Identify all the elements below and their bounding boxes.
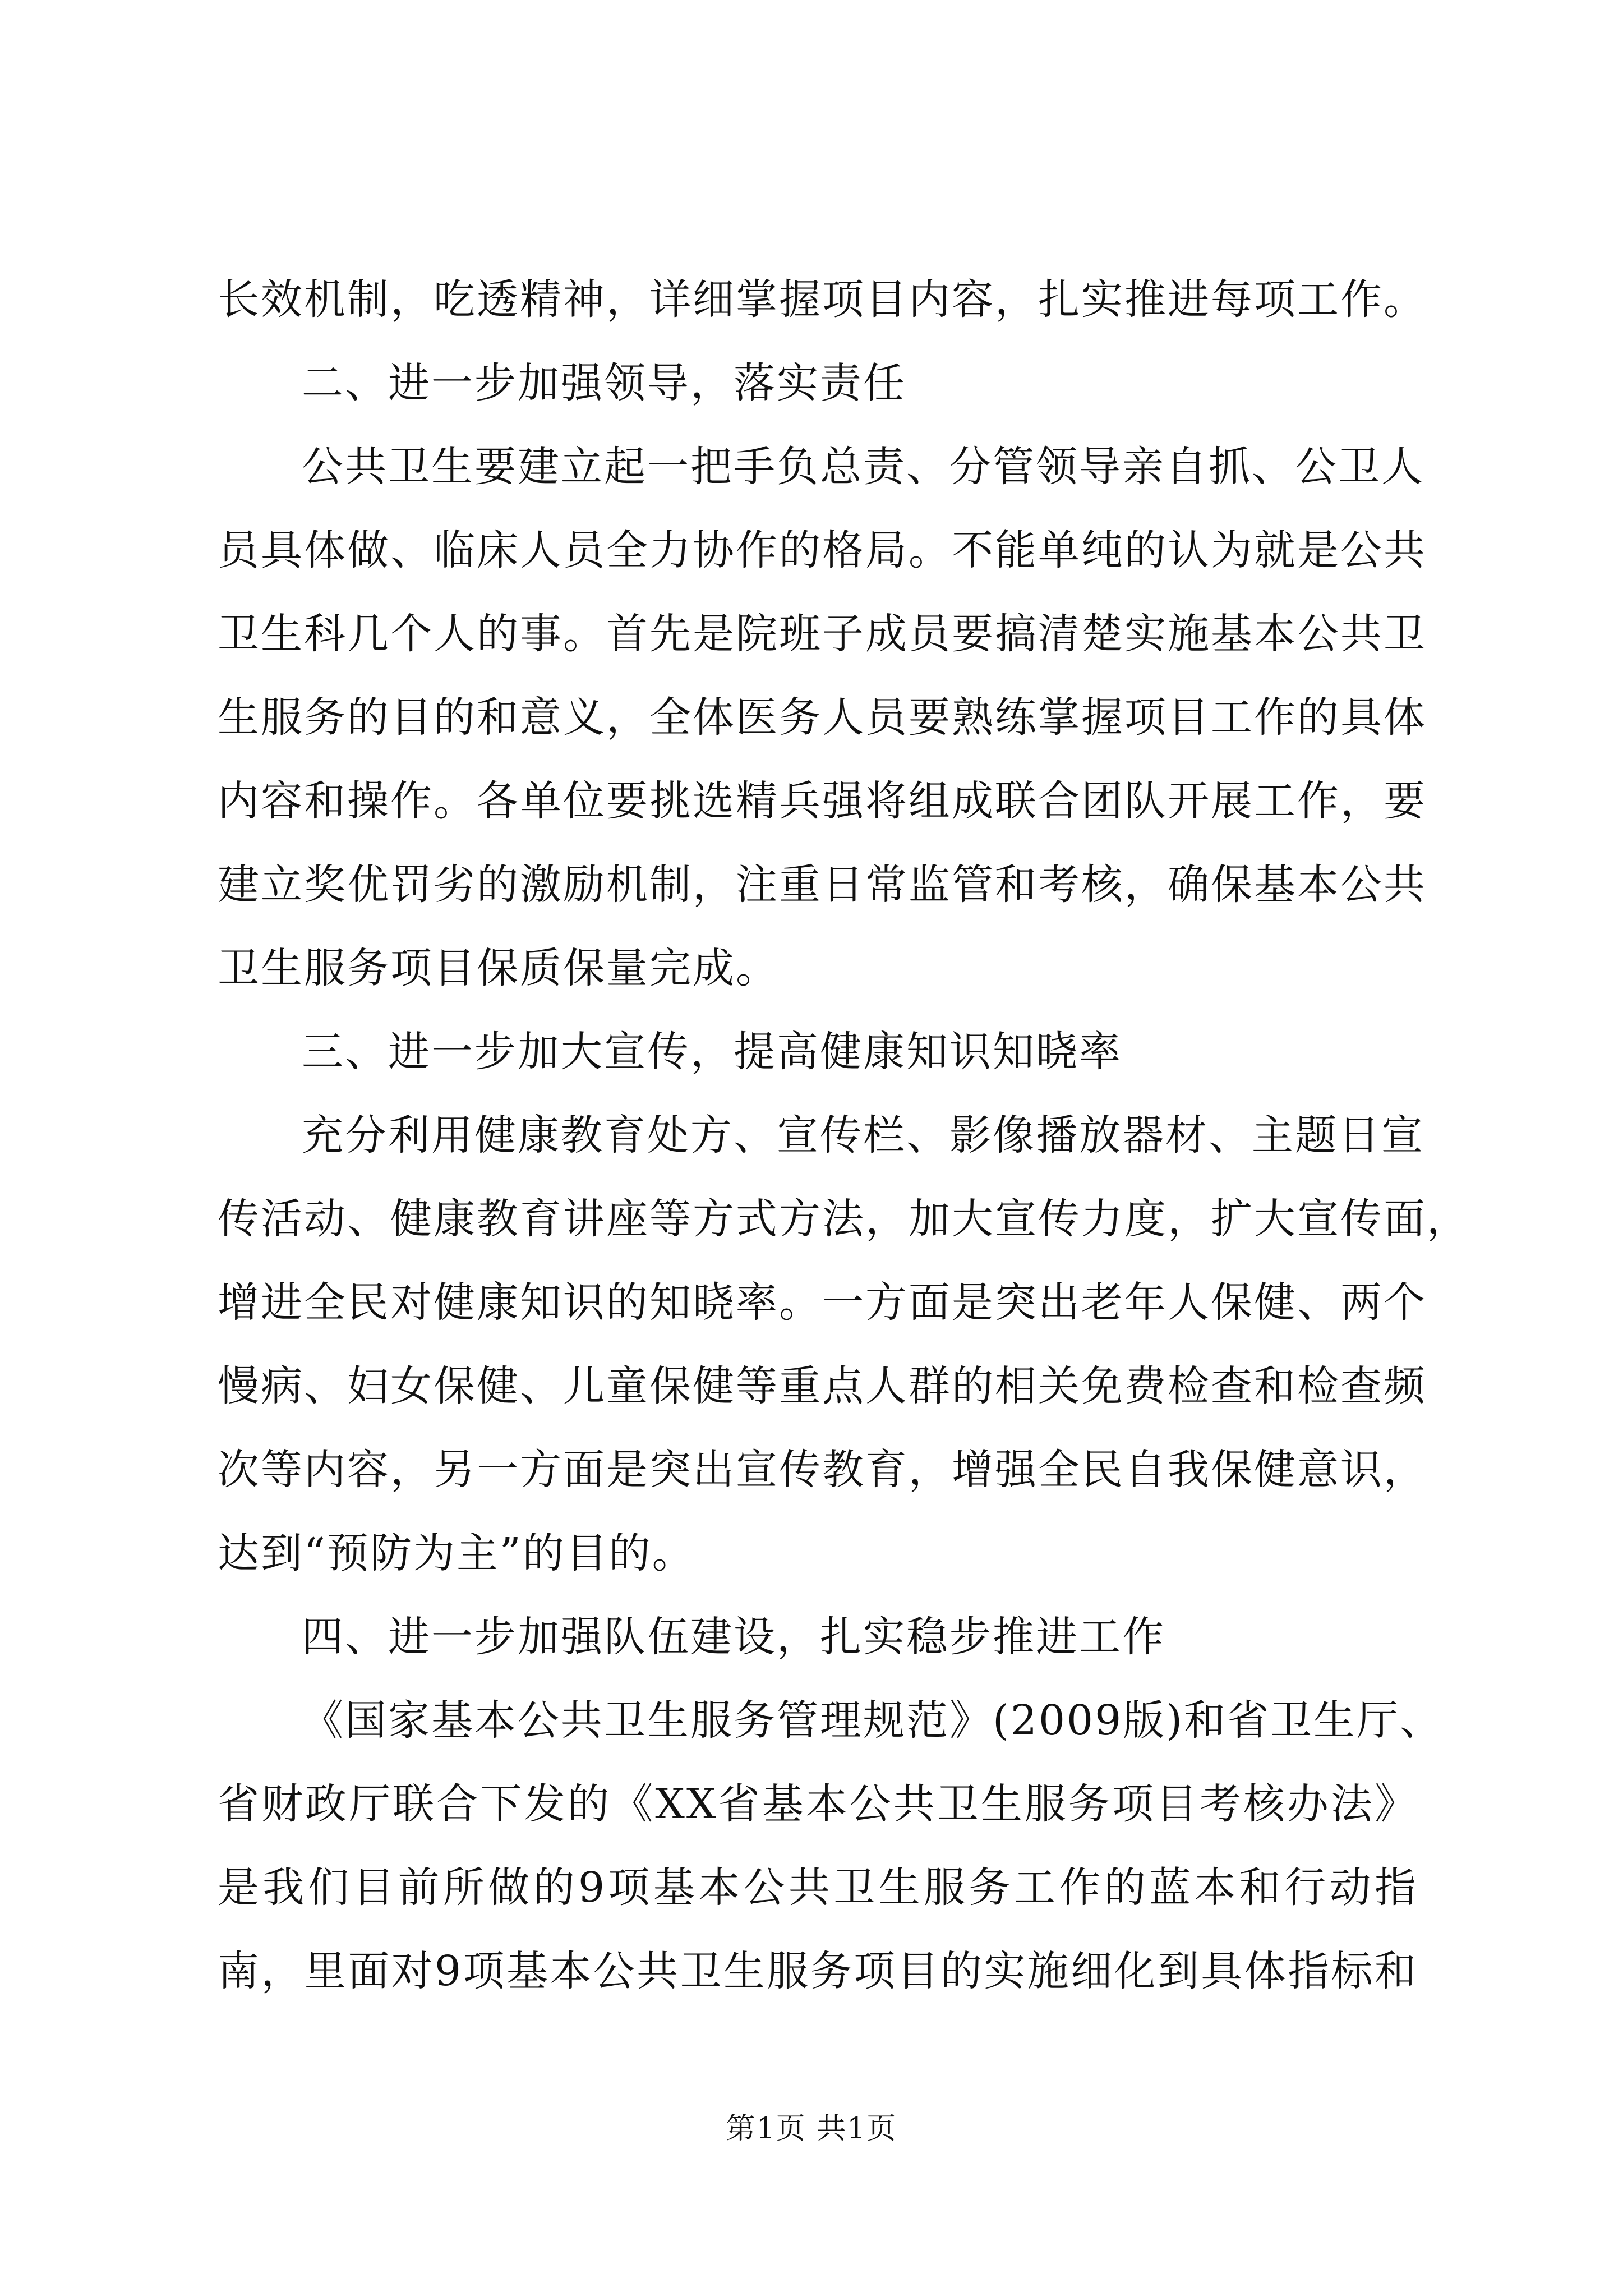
text-line: 卫生服务项目保质保量完成。	[218, 944, 779, 992]
text-line: 四、进一步加强队伍建设，扎实稳步推进工作	[302, 1613, 1165, 1661]
text-line: 达到“预防为主”的目的。	[218, 1529, 695, 1577]
document-body	[218, 258, 1470, 2013]
text-line: 二、进一步加强领导，落实责任	[302, 359, 906, 407]
text-line: 充分利用健康教育处方、宣传栏、影像播放器材、主题日宣	[302, 1111, 1424, 1159]
text-line: 省财政厅联合下发的《XX省基本公共卫生服务项目考核办法》	[218, 1780, 1418, 1828]
text-line: 长效机制，吃透精神，详细掌握项目内容，扎实推进每项工作。	[218, 275, 1427, 324]
text-line: 是我们目前所做的9项基本公共卫生服务工作的蓝本和行动指	[218, 1864, 1418, 1912]
page-number-footer: 第1页 共1页	[726, 2112, 897, 2146]
text-line: 南，里面对9项基本公共卫生服务项目的实施细化到具体指标和	[218, 1947, 1418, 1995]
text-line: 员具体做、临床人员全力协作的格局。不能单纯的认为就是公共	[218, 526, 1427, 574]
text-line: 慢病、妇女保健、儿童保健等重点人群的相关免费检查和检查频	[218, 1362, 1427, 1410]
text-line: 卫生科几个人的事。首先是院班子成员要搞清楚实施基本公共卫	[218, 610, 1427, 658]
text-line: 传活动、健康教育讲座等方式方法，加大宣传力度，扩大宣传面，	[218, 1195, 1470, 1243]
text-line: 生服务的目的和意义，全体医务人员要熟练掌握项目工作的具体	[218, 693, 1427, 742]
text-line: 次等内容，另一方面是突出宣传教育，增强全民自我保健意识，	[218, 1446, 1427, 1494]
text-line: 增进全民对健康知识的知晓率。一方面是突出老年人保健、两个	[218, 1278, 1427, 1327]
text-line: 《国家基本公共卫生服务管理规范》(2009版)和省卫生厅、	[302, 1696, 1444, 1745]
text-line: 三、进一步加大宣传，提高健康知识知晓率	[302, 1028, 1122, 1076]
text-line: 公共卫生要建立起一把手负总责、分管领导亲自抓、公卫人	[302, 443, 1424, 491]
text-line: 内容和操作。各单位要挑选精兵强将组成联合团队开展工作，要	[218, 777, 1427, 825]
text-line: 建立奖优罚劣的激励机制，注重日常监管和考核，确保基本公共	[218, 861, 1427, 909]
